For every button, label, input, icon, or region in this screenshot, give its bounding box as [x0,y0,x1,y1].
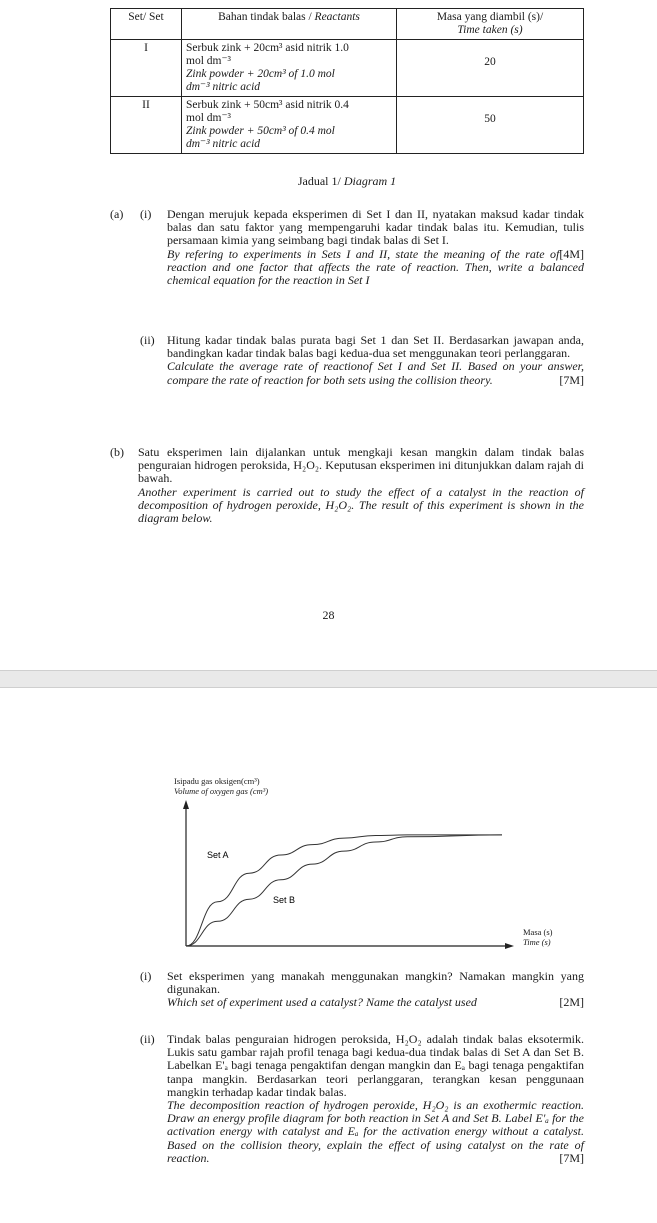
x-axis-label-ms: Masa (s) [523,927,553,937]
question-b-i-en [167,996,584,1009]
header-time-en: Time taken (s) [457,24,523,36]
header-set-text: Set/ Set [128,11,164,23]
y-axis-label-ms: Isipadu gas oksigen(cm³) [174,776,260,786]
x-axis-arrow-icon [505,943,514,949]
question-a-ii-ms: Hitung kadar tindak balas purata bagi Set 1 dan Set II. Berdasarkan jawapan anda, bandingkan kadar tindak balas bagi kedua-dua set menggunakan teori perlanggaran. [167,333,584,361]
question-a-label: (a) [110,207,124,221]
question-a-ii-label: (ii) [140,333,155,347]
y-axis-label-en: Volume of oxygen gas (cm³) [174,786,269,796]
y-axis-arrow-icon [183,800,189,809]
row-set: II [111,97,182,154]
question-b-ii-ms: Tindak balas penguraian hidrogen peroksida, H₂O₂ adalah tindak balas eksotermik. Lukis satu gambar rajah profil tenaga bagi kedua-dua tindak balas di Set A dan Set B. Labelkan E'ₐ bagi tenaga pengaktifan dengan mangkin dan Eₐ bagi tenaga pengaktifan tanpa mangkin. Berdasarkan teori perlanggaran, terangkan kesan penggunaan mangkin terhadap kadar tindak balas. [167,1032,584,1099]
series-label-set-b: Set B [273,895,296,905]
reactant-ms-line1: Serbuk zink + 50cm³ asid nitrik 0.4 [186,99,349,111]
question-b-i [167,970,584,1010]
question-b-label: (b) [110,445,124,459]
series-layer [186,835,502,946]
reactant-ms-line2: mol dm⁻³ [186,55,231,67]
question-b-i-label: (i) [140,969,152,983]
question-a-ii-en-text: Calculate the average rate of reactionof Set I and Set II. Based on your answer, compare the rate of reaction for both sets using the collision theory. [167,359,584,387]
reactant-en-line1: Zink powder + 50cm³ of 0.4 mol [186,125,335,137]
header-time-ms: Masa yang diambil (s)/ [436,11,544,23]
question-a-i-label: (i) [140,207,152,221]
question-a-i-en-text: By refering to experiments in Sets I and II, state the meaning of the rate of reaction and one factor that affects the rate of reaction. Then, write a balanced chemical equation for the reaction in Set I [167,246,584,288]
reactant-en-line2: dm⁻³ nitric acid [186,138,261,150]
reactant-en-line2: dm⁻³ nitric acid [186,81,261,93]
question-b-ii-en [167,1099,584,1165]
reactant-ms-line1: Serbuk zink + 20cm³ asid nitrik 1.0 [186,42,349,54]
caption-ms: Jadual 1/ [297,174,341,188]
question-a-i-ms: Dengan merujuk kepada eksperimen di Set I dan II, nyatakan maksud kadar tindak balas dan satu faktor yang mempengaruhi kadar tindak balas itu. Kemudian, tulis persamaan kimia yang seimbang bagi tindak balas di Set I. [167,207,584,248]
row-time-value: 50 [484,113,496,125]
x-axis-label-en: Time (s) [523,937,551,947]
question-b-ii [167,1033,584,1165]
caption-en: Diagram 1 [343,174,397,188]
series-line-set-b [186,835,502,946]
series-label-set-a: Set A [207,850,229,860]
marks-a-i: [4M] [559,246,584,261]
question-b-ii-label: (ii) [140,1032,155,1046]
marks-b-i: [2M] [559,995,584,1010]
row-set: I [111,40,182,97]
question-b-i-ms: Set eksperimen yang manakah menggunakan mangkin? Namakan mangkin yang digunakan. [167,969,584,997]
reactant-en-line1: Zink powder + 20cm³ of 1.0 mol [186,68,335,80]
marks-a-ii: [7M] [559,372,584,387]
question-b-i-en-text: Which set of experiment used a catalyst? Name the catalyst used [167,995,477,1010]
question-b-ii-en-text: The decomposition reaction of hydrogen peroxide, H₂O₂ is an exothermic reaction. Draw an energy profile diagram for both reaction in Set A and Set B. Label E'ₐ for the activation energy with catalyst and Eₐ for the activation energy without a catalyst. Based on the collision theory, explain the effect of using catalyst on the rate of reaction. [167,1098,584,1165]
page-number: 28 [322,608,335,622]
question-b-ms: Satu eksperimen lain dijalankan untuk mengkaji kesan mangkin dalam tindak balas penguraian hidrogen peroksida, H₂O₂. Keputusan eksperimen ini ditunjukkan dalam rajah di bawah. [138,445,584,486]
question-b-en: Another experiment is carried out to study the effect of a catalyst in the reaction of decomposition of hydrogen peroxide, H₂O₂. The result of this experiment is shown in the diagram below. [138,484,584,526]
header-reactants-en: Reactants [314,11,360,23]
reactant-ms-line2: mol dm⁻³ [186,112,231,124]
row-time-value: 20 [484,56,496,68]
marks-b-ii: [7M] [559,1150,584,1165]
header-reactants-ms: Bahan tindak balas / [218,11,312,23]
